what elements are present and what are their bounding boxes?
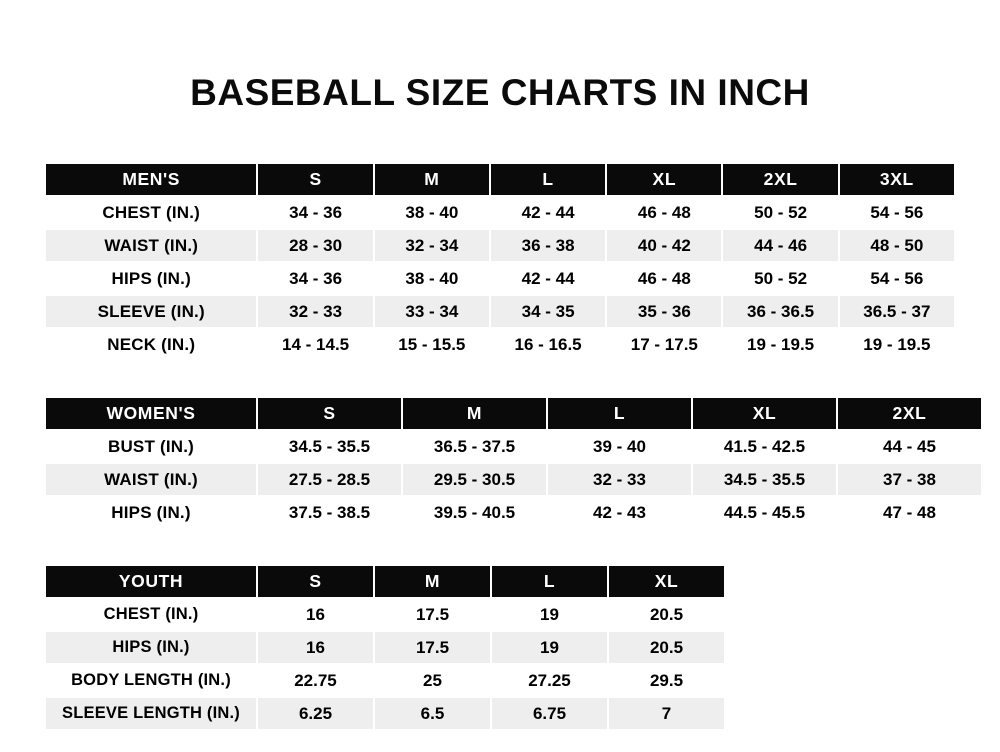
table-row bbox=[45, 295, 955, 328]
womens-header-xl: XL bbox=[692, 397, 837, 430]
cell-value: 25 bbox=[374, 664, 491, 697]
cell-value: 6.25 bbox=[257, 697, 374, 730]
mens-header-xl: XL bbox=[606, 163, 722, 196]
cell-value: 22.75 bbox=[257, 664, 374, 697]
row-label: SLEEVE (IN.) bbox=[45, 295, 257, 328]
mens-header-2xl: 2XL bbox=[722, 163, 838, 196]
cell-value: 44 - 46 bbox=[722, 229, 838, 262]
cell-value: 19 bbox=[491, 631, 608, 664]
table-row bbox=[45, 430, 982, 463]
youth-header-s: S bbox=[257, 565, 374, 598]
cell-value: 32 - 34 bbox=[374, 229, 490, 262]
cell-value: 20.5 bbox=[608, 598, 725, 631]
cell-value: 19 bbox=[491, 598, 608, 631]
cell-value: 16 - 16.5 bbox=[490, 328, 606, 361]
row-label: CHEST (IN.) bbox=[45, 196, 257, 229]
table-header-row bbox=[45, 397, 982, 430]
cell-value: 50 - 52 bbox=[722, 196, 838, 229]
mens-table-header bbox=[45, 163, 955, 196]
page-title: BASEBALL SIZE CHARTS IN INCH bbox=[190, 72, 810, 113]
womens-header-s: S bbox=[257, 397, 402, 430]
cell-value: 7 bbox=[608, 697, 725, 730]
cell-value: 29.5 - 30.5 bbox=[402, 463, 547, 496]
cell-value: 37.5 - 38.5 bbox=[257, 496, 402, 529]
cell-value: 36.5 - 37 bbox=[839, 295, 955, 328]
cell-value: 34 - 35 bbox=[490, 295, 606, 328]
cell-value: 27.25 bbox=[491, 664, 608, 697]
cell-value: 39.5 - 40.5 bbox=[402, 496, 547, 529]
table-row bbox=[45, 328, 955, 361]
cell-value: 34 - 36 bbox=[257, 196, 373, 229]
table-row bbox=[45, 262, 955, 295]
row-label: WAIST (IN.) bbox=[45, 463, 257, 496]
table-row bbox=[45, 496, 982, 529]
row-label: HIPS (IN.) bbox=[45, 496, 257, 529]
womens-table-header bbox=[45, 397, 982, 430]
cell-value: 15 - 15.5 bbox=[374, 328, 490, 361]
womens-header-l: L bbox=[547, 397, 692, 430]
youth-header-m: M bbox=[374, 565, 491, 598]
womens-size-table bbox=[44, 396, 983, 530]
row-label: BODY LENGTH (IN.) bbox=[45, 664, 257, 697]
cell-value: 17.5 bbox=[374, 598, 491, 631]
cell-value: 16 bbox=[257, 631, 374, 664]
row-label: HIPS (IN.) bbox=[45, 262, 257, 295]
cell-value: 47 - 48 bbox=[837, 496, 982, 529]
cell-value: 44 - 45 bbox=[837, 430, 982, 463]
cell-value: 6.75 bbox=[491, 697, 608, 730]
cell-value: 42 - 44 bbox=[490, 196, 606, 229]
row-label: SLEEVE LENGTH (IN.) bbox=[45, 697, 257, 730]
cell-value: 35 - 36 bbox=[606, 295, 722, 328]
cell-value: 54 - 56 bbox=[839, 262, 955, 295]
mens-header-s: S bbox=[257, 163, 373, 196]
cell-value: 34.5 - 35.5 bbox=[692, 463, 837, 496]
cell-value: 46 - 48 bbox=[606, 262, 722, 295]
table-row bbox=[45, 463, 982, 496]
cell-value: 6.5 bbox=[374, 697, 491, 730]
mens-header-3xl: 3XL bbox=[839, 163, 955, 196]
youth-header-category: YOUTH bbox=[45, 565, 257, 598]
cell-value: 36 - 36.5 bbox=[722, 295, 838, 328]
cell-value: 33 - 34 bbox=[374, 295, 490, 328]
youth-header-l: L bbox=[491, 565, 608, 598]
table-row bbox=[45, 664, 725, 697]
cell-value: 34 - 36 bbox=[257, 262, 373, 295]
cell-value: 16 bbox=[257, 598, 374, 631]
row-label: CHEST (IN.) bbox=[45, 598, 257, 631]
cell-value: 42 - 44 bbox=[490, 262, 606, 295]
cell-value: 29.5 bbox=[608, 664, 725, 697]
mens-header-category: MEN'S bbox=[45, 163, 257, 196]
cell-value: 42 - 43 bbox=[547, 496, 692, 529]
womens-table-body bbox=[45, 430, 982, 529]
cell-value: 27.5 - 28.5 bbox=[257, 463, 402, 496]
mens-table-body bbox=[45, 196, 955, 361]
womens-header-2xl: 2XL bbox=[837, 397, 982, 430]
youth-size-table bbox=[44, 564, 726, 731]
womens-header-category: WOMEN'S bbox=[45, 397, 257, 430]
cell-value: 34.5 - 35.5 bbox=[257, 430, 402, 463]
table-header-row bbox=[45, 565, 725, 598]
row-label: BUST (IN.) bbox=[45, 430, 257, 463]
row-label: HIPS (IN.) bbox=[45, 631, 257, 664]
cell-value: 32 - 33 bbox=[547, 463, 692, 496]
cell-value: 38 - 40 bbox=[374, 262, 490, 295]
size-tables-container bbox=[0, 162, 1000, 731]
cell-value: 20.5 bbox=[608, 631, 725, 664]
cell-value: 19 - 19.5 bbox=[839, 328, 955, 361]
cell-value: 50 - 52 bbox=[722, 262, 838, 295]
cell-value: 17.5 bbox=[374, 631, 491, 664]
cell-value: 28 - 30 bbox=[257, 229, 373, 262]
cell-value: 17 - 17.5 bbox=[606, 328, 722, 361]
youth-table-header bbox=[45, 565, 725, 598]
table-row bbox=[45, 598, 725, 631]
cell-value: 19 - 19.5 bbox=[722, 328, 838, 361]
mens-size-table bbox=[44, 162, 956, 362]
cell-value: 14 - 14.5 bbox=[257, 328, 373, 361]
table-row bbox=[45, 229, 955, 262]
row-label: WAIST (IN.) bbox=[45, 229, 257, 262]
cell-value: 36.5 - 37.5 bbox=[402, 430, 547, 463]
womens-header-m: M bbox=[402, 397, 547, 430]
table-row bbox=[45, 196, 955, 229]
cell-value: 44.5 - 45.5 bbox=[692, 496, 837, 529]
cell-value: 40 - 42 bbox=[606, 229, 722, 262]
table-row bbox=[45, 631, 725, 664]
youth-header-xl: XL bbox=[608, 565, 725, 598]
cell-value: 48 - 50 bbox=[839, 229, 955, 262]
table-header-row bbox=[45, 163, 955, 196]
cell-value: 54 - 56 bbox=[839, 196, 955, 229]
mens-header-l: L bbox=[490, 163, 606, 196]
row-label: NECK (IN.) bbox=[45, 328, 257, 361]
cell-value: 32 - 33 bbox=[257, 295, 373, 328]
youth-table-body bbox=[45, 598, 725, 730]
cell-value: 36 - 38 bbox=[490, 229, 606, 262]
mens-header-m: M bbox=[374, 163, 490, 196]
cell-value: 46 - 48 bbox=[606, 196, 722, 229]
cell-value: 37 - 38 bbox=[837, 463, 982, 496]
cell-value: 41.5 - 42.5 bbox=[692, 430, 837, 463]
table-row bbox=[45, 697, 725, 730]
cell-value: 38 - 40 bbox=[374, 196, 490, 229]
cell-value: 39 - 40 bbox=[547, 430, 692, 463]
